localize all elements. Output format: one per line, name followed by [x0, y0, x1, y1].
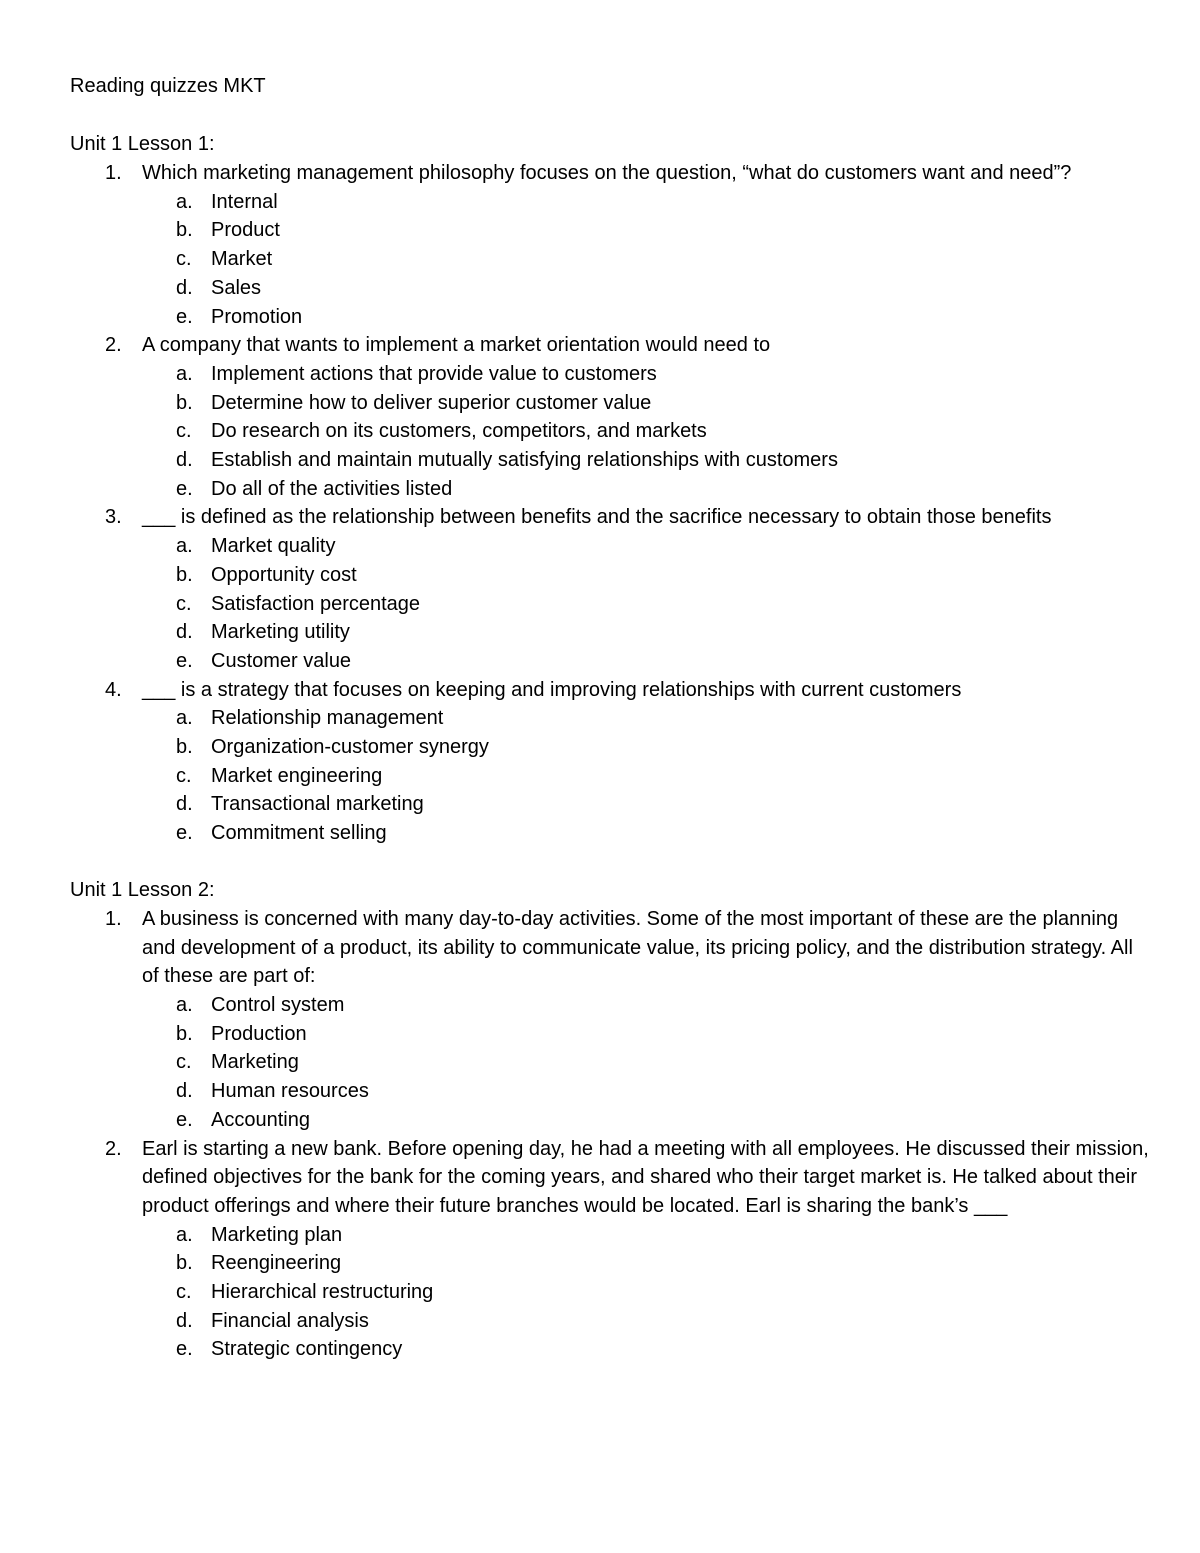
answer-option-list [142, 360, 1150, 504]
option-letter: c. [176, 248, 192, 271]
question-number: 3. [105, 506, 122, 529]
unit-section [70, 130, 1150, 848]
option-letter: e. [176, 649, 193, 672]
question-item [70, 905, 1150, 1135]
units-container [70, 130, 1150, 1364]
option-text: Strategic contingency [211, 1338, 403, 1361]
option-letter: d. [176, 1080, 193, 1103]
option-text: Accounting [211, 1108, 310, 1131]
option-text: Customer value [211, 649, 352, 672]
document-title: Reading quizzes MKT [70, 75, 266, 97]
question-text: A business is concerned with many day-to-day activities. Some of the most important of these are the planning and development of a product, its ability to communicate value, its pricing policy, and the distribution strategy. All of these are part of: [142, 907, 1133, 988]
option-text: Control system [211, 993, 345, 1016]
answer-option [142, 274, 1150, 303]
option-letter: c. [176, 764, 192, 787]
option-letter: c. [176, 592, 192, 615]
answer-option [142, 532, 1150, 561]
option-letter: a. [176, 535, 193, 558]
question-item [70, 159, 1150, 331]
answer-option [142, 1020, 1150, 1049]
answer-option [142, 704, 1150, 733]
option-text: Establish and maintain mutually satisfying relationships with customers [211, 449, 838, 472]
option-letter: c. [176, 1051, 192, 1074]
answer-option [142, 216, 1150, 245]
question-list [70, 905, 1150, 1364]
answer-option [142, 1048, 1150, 1077]
answer-option [142, 389, 1150, 418]
option-text: Production [211, 1022, 307, 1045]
unit-heading: Unit 1 Lesson 2: [70, 878, 215, 901]
answer-option [142, 1106, 1150, 1135]
option-text: Determine how to deliver superior customer value [211, 391, 652, 414]
answer-option [142, 647, 1150, 676]
question-number: 1. [105, 907, 122, 930]
option-text: Implement actions that provide value to customers [211, 362, 657, 385]
option-text: Hierarchical restructuring [211, 1281, 434, 1304]
option-text: Market engineering [211, 764, 383, 787]
option-letter: d. [176, 793, 193, 816]
unit-heading: Unit 1 Lesson 1: [70, 133, 215, 155]
question-item [70, 676, 1150, 848]
question-text: Earl is starting a new bank. Before opening day, he had a meeting with all employees. He discussed their mission, defined objectives for the bank for the coming years, and shared who their target market is. He talked about their product offerings and where their future branches would be located. Earl is sharing the bank’s ___ [142, 1137, 1149, 1217]
answer-option-list [142, 704, 1150, 848]
question-item [70, 1135, 1150, 1365]
question-number: 2. [105, 334, 122, 357]
option-letter: e. [176, 822, 193, 845]
question-text: ___ is defined as the relationship between benefits and the sacrifice necessary to obtain those benefits [142, 506, 1052, 529]
answer-option-list [142, 532, 1150, 676]
option-text: Satisfaction percentage [211, 592, 421, 615]
option-text: Marketing utility [211, 621, 350, 644]
answer-option-list [142, 188, 1150, 332]
option-text: Marketing [211, 1051, 299, 1074]
answer-option-list [142, 1221, 1150, 1365]
question-item [70, 503, 1150, 675]
option-text: Reengineering [211, 1252, 342, 1275]
answer-option [142, 245, 1150, 274]
option-letter: c. [176, 1281, 192, 1304]
answer-option [142, 561, 1150, 590]
option-text: Promotion [211, 305, 303, 328]
option-letter: d. [176, 1309, 193, 1332]
option-letter: d. [176, 621, 193, 644]
option-letter: a. [176, 1223, 193, 1246]
option-text: Relationship management [211, 707, 444, 730]
answer-option [142, 762, 1150, 791]
answer-option [142, 417, 1150, 446]
option-letter: d. [176, 276, 193, 299]
option-text: Do all of the activities listed [211, 477, 453, 500]
question-text: Which marketing management philosophy focuses on the question, “what do customers want and need”? [142, 162, 1072, 184]
option-text: Market quality [211, 535, 336, 558]
document-page [70, 72, 1150, 1364]
answer-option [142, 991, 1150, 1020]
answer-option-list [142, 991, 1150, 1135]
option-letter: d. [176, 449, 193, 472]
answer-option [142, 1221, 1150, 1250]
answer-option [142, 819, 1150, 848]
option-letter: a. [176, 993, 193, 1016]
question-item [70, 331, 1150, 503]
answer-option [142, 360, 1150, 389]
option-text: Do research on its customers, competitors, and markets [211, 420, 707, 443]
question-list [70, 159, 1150, 848]
option-text: Organization-customer synergy [211, 736, 489, 759]
option-letter: b. [176, 391, 193, 414]
option-text: Human resources [211, 1080, 369, 1103]
question-number: 2. [105, 1137, 122, 1160]
option-letter: e. [176, 1338, 193, 1361]
option-letter: e. [176, 305, 193, 328]
answer-option [142, 733, 1150, 762]
option-letter: b. [176, 219, 193, 242]
option-letter: c. [176, 420, 192, 443]
option-text: Opportunity cost [211, 563, 357, 586]
option-text: Market [211, 248, 273, 271]
option-letter: b. [176, 736, 193, 759]
option-letter: b. [176, 1252, 193, 1275]
option-letter: e. [176, 1108, 193, 1131]
answer-option [142, 1077, 1150, 1106]
option-letter: a. [176, 362, 193, 385]
answer-option [142, 446, 1150, 475]
question-text: A company that wants to implement a market orientation would need to [142, 334, 771, 357]
option-text: Transactional marketing [211, 793, 424, 816]
option-text: Internal [211, 190, 278, 213]
answer-option [142, 1249, 1150, 1278]
answer-option [142, 1278, 1150, 1307]
answer-option [142, 590, 1150, 619]
answer-option [142, 618, 1150, 647]
unit-section [70, 876, 1150, 1364]
option-text: Marketing plan [211, 1223, 343, 1246]
question-text: ___ is a strategy that focuses on keeping and improving relationships with current customers [142, 678, 962, 701]
option-letter: a. [176, 707, 193, 730]
question-number: 1. [105, 162, 122, 184]
option-text: Product [211, 219, 280, 242]
answer-option [142, 303, 1150, 332]
answer-option [142, 1335, 1150, 1364]
answer-option [142, 1307, 1150, 1336]
answer-option [142, 475, 1150, 504]
option-letter: b. [176, 563, 193, 586]
option-text: Sales [211, 276, 262, 299]
option-letter: a. [176, 190, 193, 213]
question-number: 4. [105, 678, 122, 701]
answer-option [142, 790, 1150, 819]
answer-option [142, 188, 1150, 217]
option-letter: b. [176, 1022, 193, 1045]
option-text: Financial analysis [211, 1309, 369, 1332]
option-letter: e. [176, 477, 193, 500]
option-text: Commitment selling [211, 822, 387, 845]
